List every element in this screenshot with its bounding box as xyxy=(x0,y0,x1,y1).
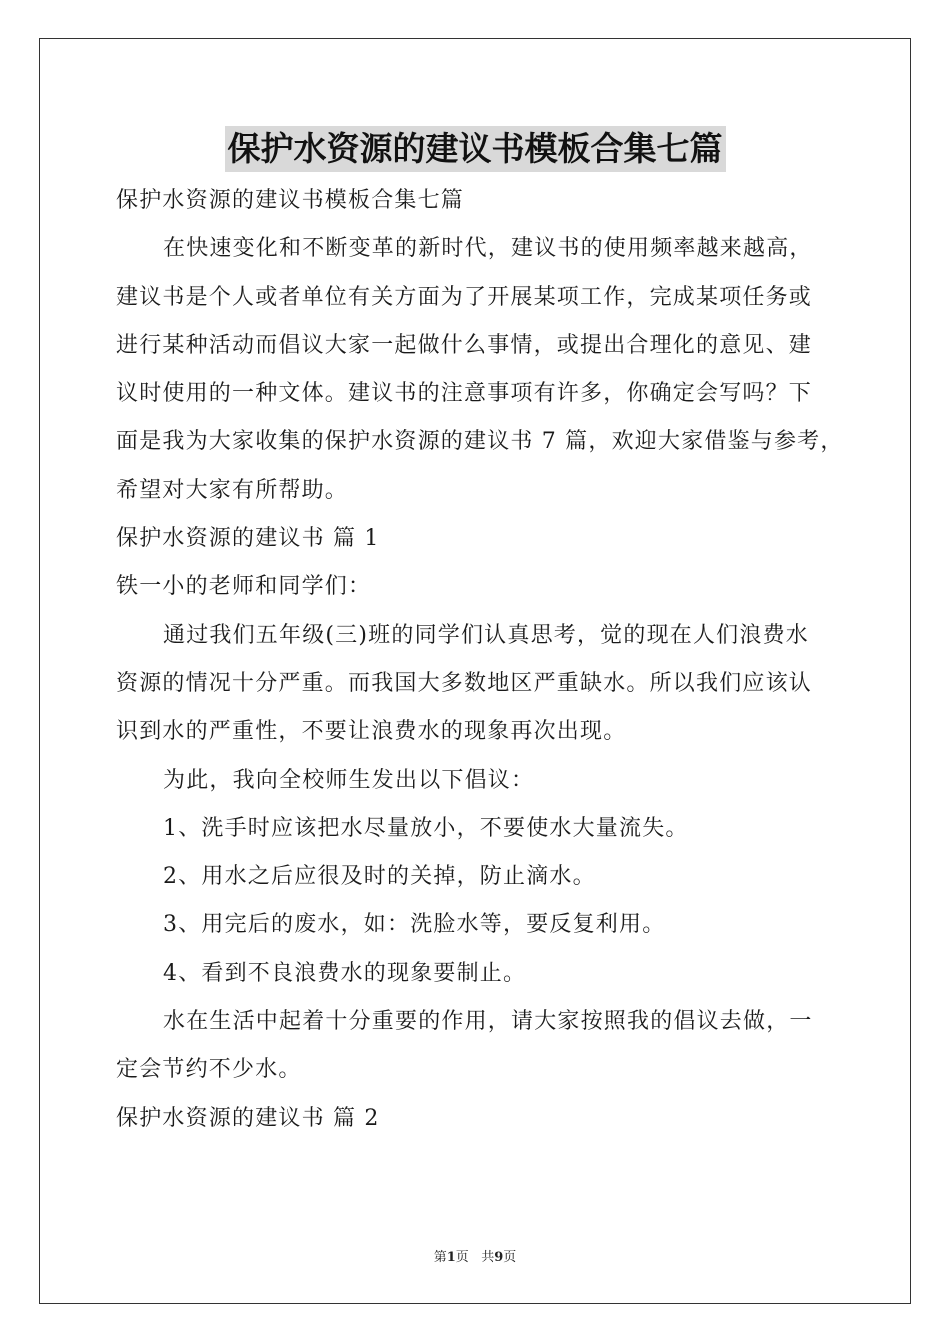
text-line: 保护水资源的建议书 篇 1 xyxy=(116,526,380,552)
text-line: 为此，我向全校师生发出以下倡议： xyxy=(163,767,535,793)
text-line: 保护水资源的建议书模板合集七篇 xyxy=(116,188,465,213)
text-line: 进行某种活动而倡议大家一起做什么事情，或提出合理化的意见、建 xyxy=(116,332,813,358)
footer-total-prefix: 共 xyxy=(481,1250,495,1265)
text-line: 1、洗手时应该把水尽量放小，不要使水大量流失。 xyxy=(163,815,689,841)
text-line: 2、用水之后应很及时的关掉，防止滴水。 xyxy=(163,864,596,890)
text-line: 希望对大家有所帮助。 xyxy=(116,477,349,503)
text-line: 定会节约不少水。 xyxy=(116,1057,302,1083)
text-line: 铁一小的老师和同学们： xyxy=(116,574,372,600)
text-line: 资源的情况十分严重。而我国大多数地区严重缺水。所以我们应该认 xyxy=(116,670,813,696)
footer-page-suffix: 页 xyxy=(455,1250,469,1265)
text-line: 建议书是个人或者单位有关方面为了开展某项工作，完成某项任务或 xyxy=(116,284,813,310)
footer-page-prefix: 第 xyxy=(433,1250,447,1265)
text-line: 3、用完后的废水，如：洗脸水等，要反复利用。 xyxy=(163,912,666,938)
text-line: 水在生活中起着十分重要的作用，请大家按照我的倡议去做，一 xyxy=(163,1009,813,1035)
footer-total-suffix: 页 xyxy=(503,1250,517,1265)
footer-page-number: 1 xyxy=(446,1250,456,1265)
text-line: 议时使用的一种文体。建议书的注意事项有许多，你确定会写吗？下 xyxy=(116,381,813,407)
document-title: 保护水资源的建议书模板合集七篇 xyxy=(225,126,726,172)
footer-total-pages: 9 xyxy=(494,1250,504,1265)
title-container xyxy=(0,126,950,172)
text-line: 保护水资源的建议书 篇 2 xyxy=(116,1105,380,1131)
text-line: 面是我为大家收集的保护水资源的建议书 7 篇，欢迎大家借鉴与参考， xyxy=(116,429,844,455)
page-footer xyxy=(0,1246,950,1265)
text-line: 4、看到不良浪费水的现象要制止。 xyxy=(163,960,527,986)
document-body xyxy=(116,177,861,1143)
text-line: 在快速变化和不断变革的新时代，建议书的使用频率越来越高， xyxy=(163,236,813,262)
text-line: 通过我们五年级(三)班的同学们认真思考，觉的现在人们浪费水 xyxy=(163,622,809,648)
text-line: 识到水的严重性，不要让浪费水的现象再次出现。 xyxy=(116,719,627,745)
